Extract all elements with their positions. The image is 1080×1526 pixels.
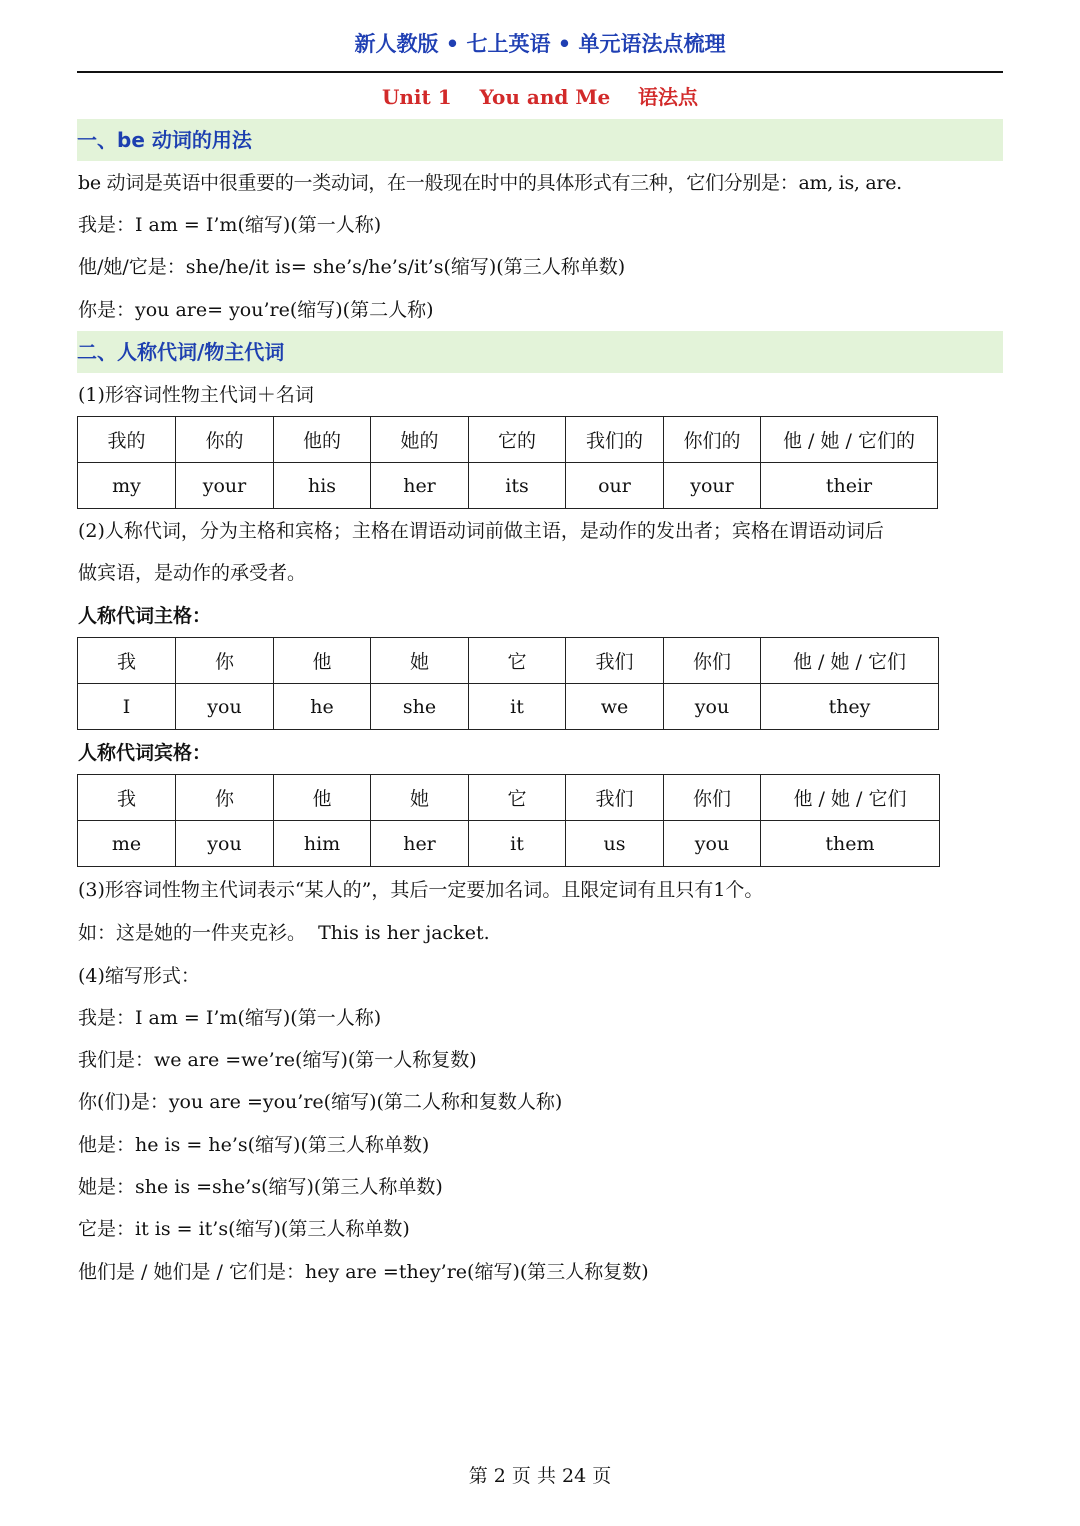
table-cell: I: [78, 684, 176, 730]
contraction-line-2: 我们是：we are =we’re(缩写)(第一人称复数): [78, 1049, 477, 1071]
section1-line-4: 你是：you are= you’re(缩写)(第二人称): [78, 299, 434, 321]
sub2-line-2: 做宾语，是动作的承受者。: [78, 562, 307, 584]
section1-line-1: be 动词是英语中很重要的一类动词，在一般现在时中的具体形式有三种，它们分别是：am, is, are.: [78, 172, 902, 194]
sub2-line-1: (2)人称代词，分为主格和宾格；主格在谓语动词前做主语，是动作的发出者；宾格在谓语动词后: [78, 520, 884, 542]
contraction-line-4: 他是：he is = he’s(缩写)(第三人称单数): [78, 1134, 430, 1156]
table-cell: 我: [78, 638, 176, 684]
page-number: 第 2 页 共 24 页: [468, 1465, 612, 1487]
table-cell: her: [371, 463, 469, 509]
contraction-line-5: 她是：she is =she’s(缩写)(第三人称单数): [78, 1176, 443, 1198]
table-cell: 他: [274, 775, 371, 821]
table-cell: they: [761, 684, 939, 730]
table-cell: you: [664, 684, 761, 730]
table-cell: 你们的: [664, 417, 761, 463]
table-cell: 我们: [566, 775, 664, 821]
table-row: [78, 638, 939, 684]
table-cell: 你们: [664, 638, 761, 684]
table-cell: us: [566, 821, 664, 867]
table-cell: his: [274, 463, 371, 509]
object-case-table: [77, 774, 940, 867]
table-cell: 她: [371, 775, 469, 821]
table-cell: your: [664, 463, 761, 509]
table-cell: 它的: [469, 417, 566, 463]
table-row: [78, 417, 938, 463]
table-row: [78, 463, 938, 509]
table-cell: my: [78, 463, 176, 509]
subject-case-table: [77, 637, 939, 730]
example-text: 如：这是她的一件夹克衫。 This is her jacket.: [78, 922, 490, 944]
contraction-line-1: 我是：I am = I’m(缩写)(第一人称): [78, 1007, 382, 1029]
table-cell: you: [176, 684, 274, 730]
section1-line-2: 我是：I am = I’m(缩写)(第一人称): [78, 214, 382, 236]
table-cell: 我们: [566, 638, 664, 684]
table-cell: 他 / 她 / 它们的: [761, 417, 938, 463]
table-cell: 她: [371, 638, 469, 684]
table-cell: 它: [469, 775, 566, 821]
table-cell: 她的: [371, 417, 469, 463]
table-cell: 他 / 她 / 它们: [761, 638, 939, 684]
table-cell: 你们: [664, 775, 761, 821]
contraction-line-6: 它是：it is = it’s(缩写)(第三人称单数): [78, 1218, 410, 1240]
possessive-table: [77, 416, 938, 509]
table-cell: him: [274, 821, 371, 867]
page-header-title: 新人教版 • 七上英语 • 单元语法点梳理: [354, 32, 726, 56]
sub1-text: (1)形容词性物主代词＋名词: [78, 384, 314, 406]
table-cell: 他: [274, 638, 371, 684]
table-cell: 他的: [274, 417, 371, 463]
table-cell: you: [664, 821, 761, 867]
section1-line-3: 他/她/它是：she/he/it is= she’s/he’s/it’s(缩写)(第三人称单数): [78, 256, 626, 278]
table-cell: 他 / 她 / 它们: [761, 775, 940, 821]
table-cell: 我的: [78, 417, 176, 463]
contraction-line-3: 你(们)是：you are =you’re(缩写)(第二人称和复数人称): [78, 1091, 563, 1113]
contraction-line-7: 他们是 / 她们是 / 它们是：hey are =they’re(缩写)(第三人称复数): [78, 1261, 649, 1283]
table-cell: you: [176, 821, 274, 867]
table-cell: her: [371, 821, 469, 867]
table-cell: it: [469, 821, 566, 867]
table-cell: 你: [176, 638, 274, 684]
table-row: [78, 775, 940, 821]
sub3-text: (3)形容词性物主代词表示“某人的”，其后一定要加名词。且限定词有且只有1个。: [78, 879, 764, 901]
table-cell: 你的: [176, 417, 274, 463]
table-cell: your: [176, 463, 274, 509]
table-cell: me: [78, 821, 176, 867]
table-cell: 它: [469, 638, 566, 684]
table-cell: them: [761, 821, 940, 867]
section2-heading: 二、人称代词/物主代词: [77, 331, 1003, 373]
table-cell: 你: [176, 775, 274, 821]
table-cell: 我: [78, 775, 176, 821]
object-case-label: 人称代词宾格：: [78, 742, 212, 764]
header-divider: [77, 71, 1003, 73]
table-cell: its: [469, 463, 566, 509]
table-cell: he: [274, 684, 371, 730]
table-cell: our: [566, 463, 664, 509]
table-row: [78, 684, 939, 730]
sub4-text: (4)缩写形式：: [78, 965, 200, 987]
table-cell: it: [469, 684, 566, 730]
table-cell: she: [371, 684, 469, 730]
table-cell: their: [761, 463, 938, 509]
section1-heading: 一、be 动词的用法: [77, 119, 1003, 161]
subject-case-label: 人称代词主格：: [78, 605, 212, 627]
table-row: [78, 821, 940, 867]
table-cell: 我们的: [566, 417, 664, 463]
table-cell: we: [566, 684, 664, 730]
unit-title: Unit 1 You and Me 语法点: [381, 85, 699, 109]
